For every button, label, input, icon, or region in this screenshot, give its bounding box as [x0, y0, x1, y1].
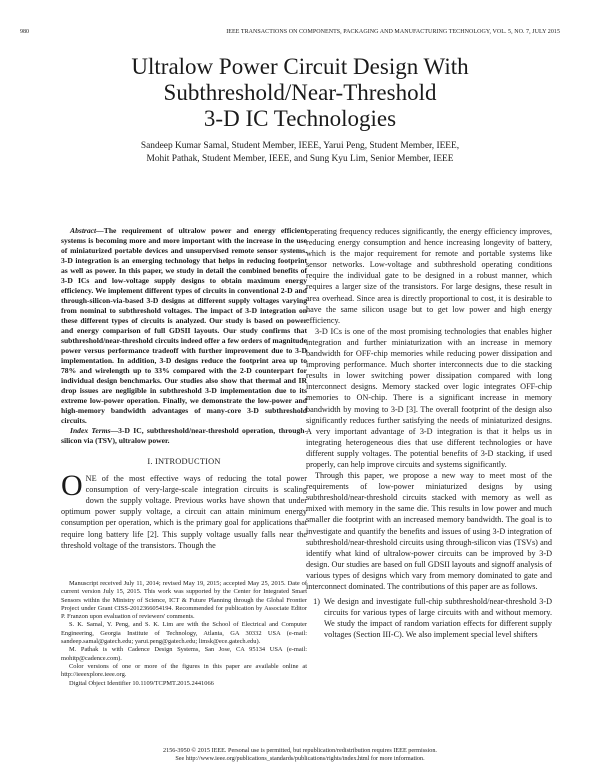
authors-line-2: Mohit Pathak, Student Member, IEEE, and Sung Kyu Lim, Senior Member, IEEE: [146, 154, 454, 164]
footer-line-2: See http://www.ieee.org/publications_standards/publications/rights/index.html for more information.: [175, 755, 425, 762]
author-list: [0, 140, 600, 166]
intro-paragraph: [61, 469, 307, 551]
page-number: 980: [20, 29, 29, 35]
intro-text: of the most effective ways of reducing the total power consumption of very-large-scale integration circuits is scaling down the supply voltage. Previous works have shown that under optimum power supply voltage, a circuit can attain minimum energy consumption per operation, which is the primary goal for applications that require long battery life [2]. This supply voltage usually falls near the threshold voltage of the transistors. Though the: [61, 474, 307, 550]
left-column: [61, 226, 307, 551]
section-heading: I. INTRODUCTION: [147, 457, 221, 466]
right-column: [306, 226, 552, 640]
title-line-1: Ultralow Power Circuit Design With: [131, 54, 469, 79]
footnotes: [61, 580, 307, 688]
journal-header: IEEE TRANSACTIONS ON COMPONENTS, PACKAGING AND MANUFACTURING TECHNOLOGY, VOL. 5, NO. 7, JULY 2015: [226, 29, 560, 35]
footnote-color: Color versions of one or more of the figures in this paper are available online at http://ieeexplore.ieee.org.: [61, 662, 307, 679]
abstract: [61, 226, 307, 426]
authors-line-1: Sandeep Kumar Samal, Student Member, IEEE, Yarui Peng, Student Member, IEEE,: [140, 141, 460, 151]
footnote-manuscript: Manuscript received July 11, 2014; revised May 19, 2015; accepted May 25, 2015. Date of current version July 15, 2015. This work was supported by the Center for Integrated Smart Sensors within the Ministry of Science, ICT & Future Planning through the Global Frontier Project under Grant CISS-2012366054194. Recommended for publication by Associate Editor P. Franzon upon evaluation of reviewers' comments.: [61, 580, 307, 621]
body-paragraph-3: Through this paper, we propose a new way to meet most of the requirements of low-power miniaturized designs by using subthreshold/near-threshold circuits stacked with memory as well as mixed with memory in the same die. This results in low power and much smaller die footprint with an increased memory bandwidth. The goal is to investigate and quantify the benefits and issues of using 3-D integration of subthreshold/near-threshold circuits using through-silicon vias (TSVs) and identify what kind of ultralow-power circuits can be improved by 3-D design. Our studies are based on full GDSII layouts and signoff analysis of various types of designs which vary from memory dominated to gate and interconnect dominated. The contributions of this paper are as follows.: [306, 471, 552, 591]
index-terms-label: Index Terms—: [70, 426, 119, 435]
title-line-3: 3-D IC Technologies: [203, 106, 397, 131]
footer-line-1: 2156-3950 © 2015 IEEE. Personal use is permitted, but republication/redistribution requires IEEE permission.: [163, 747, 437, 754]
paper-title: [0, 54, 600, 132]
copyright-footer: [0, 747, 600, 763]
contributions-list: [306, 596, 552, 640]
index-terms-text: 3-D IC, subthreshold/near-threshold operation, through-silicon via (TSV), ultralow power.: [61, 426, 308, 445]
body-paragraph-1: operating frequency reduces significantly, the energy efficiency improves, reducing energy consumption and hence increasing longevity of battery, which is the major requirement for remote and portable systems like sensor networks. Low-voltage and subthreshold operating conditions require the individual gate to be designed in a robust manner, which requires a larger size of the transistors. For large designs, these result in area overhead. Since area is directly proportional to cost, it is desirable to have the same silicon usage but to get low power and high energy efficiency.: [306, 227, 552, 325]
title-line-2: Subthreshold/Near-Threshold: [163, 80, 437, 105]
drop-cap: O: [61, 469, 83, 503]
intro-first-word: NE: [85, 474, 97, 484]
index-terms: [61, 426, 307, 446]
body-paragraph-2: 3-D ICs is one of the most promising technologies that enables higher integration and further miniaturization with an increase in memory bandwidth for OFF-chip memories while reducing power dissipation and improving performance. Much shorter interconnects due to die stacking results in lower switching power dissipation compared with long interconnect designs. Memory stacked over logic integrates OFF-chip memories to ON-chip. There is a significant increase in memory bandwidth by moving to 3-D [3]. The overall footprint of the design also significantly reduces further satisfying the needs of miniaturized designs. A very important advantage of 3-D integration is that it helps us in integrating heterogeneous dies that use different technologies or have different supply voltages. The potential benefits of 3-D stacking, if used properly, can help improve circuits and systems significantly.: [306, 326, 552, 469]
footnote-affiliation-1: S. K. Samal, Y. Peng, and S. K. Lim are with the School of Electrical and Computer Engineering, Georgia Institute of Technology, Atlanta, GA 30332 USA (e-mail: sandeep.samal@gatech.edu; yarui.peng@gatech.edu; limsk@ece.gatech.edu).: [61, 621, 307, 646]
footnote-doi: Digital Object Identifier 10.1109/TCPMT.2015.2441066: [69, 679, 214, 687]
footnote-affiliation-2: M. Pathak is with Cadence Design Systems, San Jose, CA 95134 USA (e-mail: mohitp@cadence.com).: [61, 646, 307, 662]
list-text: We design and investigate full-chip subthreshold/near-threshold 3-D circuits for various types of large circuits with and without memory. We study the impact of random variation effects for different supply voltages (Section III-C). We also implement special level shifters: [324, 597, 552, 640]
list-number: 1): [313, 597, 320, 607]
abstract-text: The requirement of ultralow power and energy efficient systems is becoming more and more important with the increase in the use of miniaturized portable devices and unsupervised remote sensor systems. 3-D integration is an emerging technology that helps in reducing footprint as well as power. In this paper, we study in detail the combined benefits of 3-D ICs and low-voltage supply designs to obtain maximum energy efficiency. We implement different types of circuits in conventional 2-D and through-silicon-via-based 3-D designs at different supply voltages varying from nominal to subthreshold voltages. The impact of 3-D integration on these different types of circuits is analyzed. Our study is based on power and energy comparison of full GDSII layouts. Our study confirms that subthreshold/near-threshold circuits indeed offer a few orders of magnitude power versus performance tradeoff with further improvement due to 3-D implementation. In addition, 3-D designs reduce the footprint area up to 78% and wirelength up to 33% compared with the 2-D counterpart for individual design benchmarks. Our studies also show that thermal and IR drop issues are negligible in subthreshold 3-D implementation due to its extreme low-power operation. Finally, we demonstrate the low-power and high-memory bandwidth advantages of many-core 3-D subthreshold circuits.: [61, 226, 307, 425]
list-item: [306, 596, 552, 640]
abstract-label: Abstract—: [70, 226, 104, 235]
